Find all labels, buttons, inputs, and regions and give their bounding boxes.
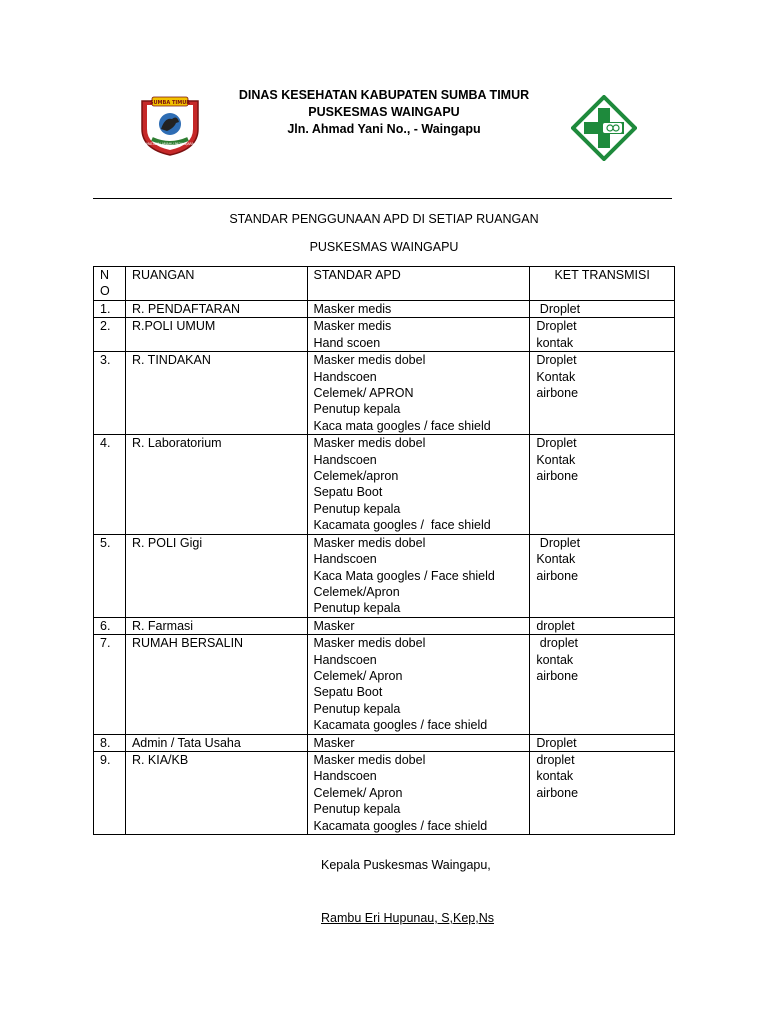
- cell-standar-apd: [307, 734, 530, 751]
- cell-standar-apd: [307, 435, 530, 534]
- standar-apd-item: Kacamata googles / face shield: [313, 818, 488, 833]
- ket-transmisi-item: droplet: [536, 752, 575, 767]
- standar-apd-item: Masker: [313, 735, 355, 750]
- header-line-1: DINAS KESEHATAN KABUPATEN SUMBA TIMUR: [238, 88, 530, 102]
- header-ket: KET TRANSMISI: [530, 267, 675, 301]
- cell-no: 8.: [94, 734, 126, 751]
- standar-apd-item: Celemek/ Apron: [313, 668, 403, 683]
- cell-ket-transmisi: [530, 435, 675, 534]
- cell-ruangan: Admin / Tata Usaha: [125, 734, 307, 751]
- table-row: [94, 301, 675, 318]
- document-title: STANDAR PENGGUNAAN APD DI SETIAP RUANGAN: [229, 212, 539, 226]
- cell-ket-transmisi: [530, 617, 675, 634]
- header-line-2: PUSKESMAS WAINGAPU: [308, 105, 460, 119]
- standar-apd-item: Celemek/Apron: [313, 584, 400, 599]
- standar-apd-item: Masker medis: [313, 319, 392, 334]
- table-row: [94, 352, 675, 435]
- ket-transmisi-item: Kontak: [536, 552, 576, 567]
- header-no: [94, 267, 126, 301]
- table-row: [94, 734, 675, 751]
- header-divider: [93, 198, 672, 199]
- table-row: [94, 751, 675, 834]
- standar-apd-item: Handscoen: [313, 652, 377, 667]
- standar-apd-item: Masker medis dobel: [313, 752, 426, 767]
- cell-no: 2.: [94, 318, 126, 352]
- ket-transmisi-item: kontak: [536, 769, 574, 784]
- cell-no: 7.: [94, 635, 126, 734]
- standar-apd-item: Kacamata googles / face shield: [313, 518, 491, 533]
- header-ruangan: RUANGAN: [125, 267, 307, 301]
- cell-standar-apd: [307, 635, 530, 734]
- table-body: [94, 301, 675, 835]
- standar-apd-item: Kaca mata googles / face shield: [313, 418, 491, 433]
- ket-transmisi-item: airbone: [536, 668, 579, 683]
- standar-apd-item: Penutup kepala: [313, 802, 401, 817]
- standar-apd-item: Celemek/ APRON: [313, 386, 414, 401]
- standar-apd-item: Masker medis dobel: [313, 535, 426, 550]
- ket-transmisi-item: droplet: [536, 636, 579, 651]
- left-logo-text-bottom: MATAWAI AMAHU PADA NJARA: [146, 142, 194, 146]
- standar-apd-item: Handscoen: [313, 769, 377, 784]
- cell-ruangan: RUMAH BERSALIN: [125, 635, 307, 734]
- header-standar: STANDAR APD: [307, 267, 530, 301]
- ket-transmisi-item: Kontak: [536, 369, 576, 384]
- left-logo-text-top: SUMBA TIMUR: [149, 100, 191, 106]
- standar-apd-item: Penutup kepala: [313, 601, 401, 616]
- standar-apd-item: Masker medis: [313, 302, 392, 316]
- cell-ruangan: R. Farmasi: [125, 617, 307, 634]
- cell-ruangan: R. POLI Gigi: [125, 534, 307, 617]
- ket-transmisi-item: Droplet: [536, 436, 577, 451]
- ket-transmisi-item: Droplet: [536, 535, 581, 550]
- puskesmas-cross-icon: [571, 95, 637, 161]
- standar-apd-item: Handscoen: [313, 552, 377, 567]
- cell-ruangan: R. KIA/KB: [125, 751, 307, 834]
- ket-transmisi-item: kontak: [536, 335, 574, 350]
- cell-ruangan: R. TINDAKAN: [125, 352, 307, 435]
- table-row: [94, 435, 675, 534]
- cell-standar-apd: [307, 318, 530, 352]
- cell-ket-transmisi: [530, 318, 675, 352]
- standar-apd-item: Hand scoen: [313, 335, 381, 350]
- cell-standar-apd: [307, 534, 530, 617]
- cell-ket-transmisi: [530, 734, 675, 751]
- standar-apd-item: Penutup kepala: [313, 501, 401, 516]
- ket-transmisi-item: airbone: [536, 785, 579, 800]
- ket-transmisi-item: Droplet: [536, 319, 577, 334]
- cell-standar-apd: [307, 352, 530, 435]
- standar-apd-item: Celemek/ Apron: [313, 785, 403, 800]
- ket-transmisi-item: airbone: [536, 386, 579, 401]
- cell-standar-apd: [307, 751, 530, 834]
- ket-transmisi-item: airbone: [536, 469, 579, 484]
- standar-apd-item: Sepatu Boot: [313, 685, 383, 700]
- cell-no: 4.: [94, 435, 126, 534]
- standar-apd-item: Celemek/apron: [313, 469, 399, 484]
- standar-apd-item: Masker medis dobel: [313, 353, 426, 368]
- standar-apd-item: Penutup kepala: [313, 701, 401, 716]
- header-line-3: Jln. Ahmad Yani No., - Waingapu: [287, 122, 481, 136]
- cell-no: 5.: [94, 534, 126, 617]
- header-no-line-1: N: [100, 268, 110, 282]
- cell-no: 6.: [94, 617, 126, 634]
- standar-apd-item: Kaca Mata googles / Face shield: [313, 568, 495, 583]
- cell-ket-transmisi: [530, 751, 675, 834]
- cell-standar-apd: [307, 617, 530, 634]
- cell-no: 3.: [94, 352, 126, 435]
- table-row: [94, 534, 675, 617]
- signature-name: Rambu Eri Hupunau, S,Kep,Ns: [321, 911, 495, 925]
- table-header-row: [94, 267, 675, 301]
- table-row: [94, 617, 675, 634]
- cell-ket-transmisi: [530, 534, 675, 617]
- cell-ket-transmisi: [530, 301, 675, 318]
- standar-apd-item: Handscoen: [313, 369, 377, 384]
- cell-ket-transmisi: [530, 635, 675, 734]
- ket-transmisi-item: droplet: [536, 618, 575, 633]
- standar-apd-item: Masker medis dobel: [313, 636, 426, 651]
- cell-no: 1.: [94, 301, 126, 318]
- signature-title: Kepala Puskesmas Waingapu,: [321, 858, 491, 872]
- cell-ruangan: R. PENDAFTARAN: [125, 301, 307, 318]
- cell-ruangan: R.POLI UMUM: [125, 318, 307, 352]
- ket-transmisi-item: Droplet: [536, 353, 577, 368]
- standar-apd-item: Masker: [313, 618, 355, 633]
- standar-apd-item: Kacamata googles / face shield: [313, 718, 488, 733]
- ket-transmisi-item: Kontak: [536, 452, 576, 467]
- ket-transmisi-item: kontak: [536, 652, 574, 667]
- ket-transmisi-item: Droplet: [536, 735, 577, 750]
- ket-transmisi-item: airbone: [536, 568, 579, 583]
- table-row: [94, 635, 675, 734]
- document-subtitle: PUSKESMAS WAINGAPU: [309, 240, 459, 254]
- cell-standar-apd: [307, 301, 530, 318]
- table-row: [94, 318, 675, 352]
- standar-apd-item: Masker medis dobel: [313, 436, 426, 451]
- standar-apd-item: Sepatu Boot: [313, 485, 383, 500]
- standar-apd-item: Handscoen: [313, 452, 377, 467]
- ket-transmisi-item: Droplet: [536, 302, 581, 316]
- apd-table: [93, 266, 675, 835]
- standar-apd-item: Penutup kepala: [313, 402, 401, 417]
- cell-ruangan: R. Laboratorium: [125, 435, 307, 534]
- header-no-line-2: O: [100, 284, 110, 299]
- cell-no: 9.: [94, 751, 126, 834]
- cell-ket-transmisi: [530, 352, 675, 435]
